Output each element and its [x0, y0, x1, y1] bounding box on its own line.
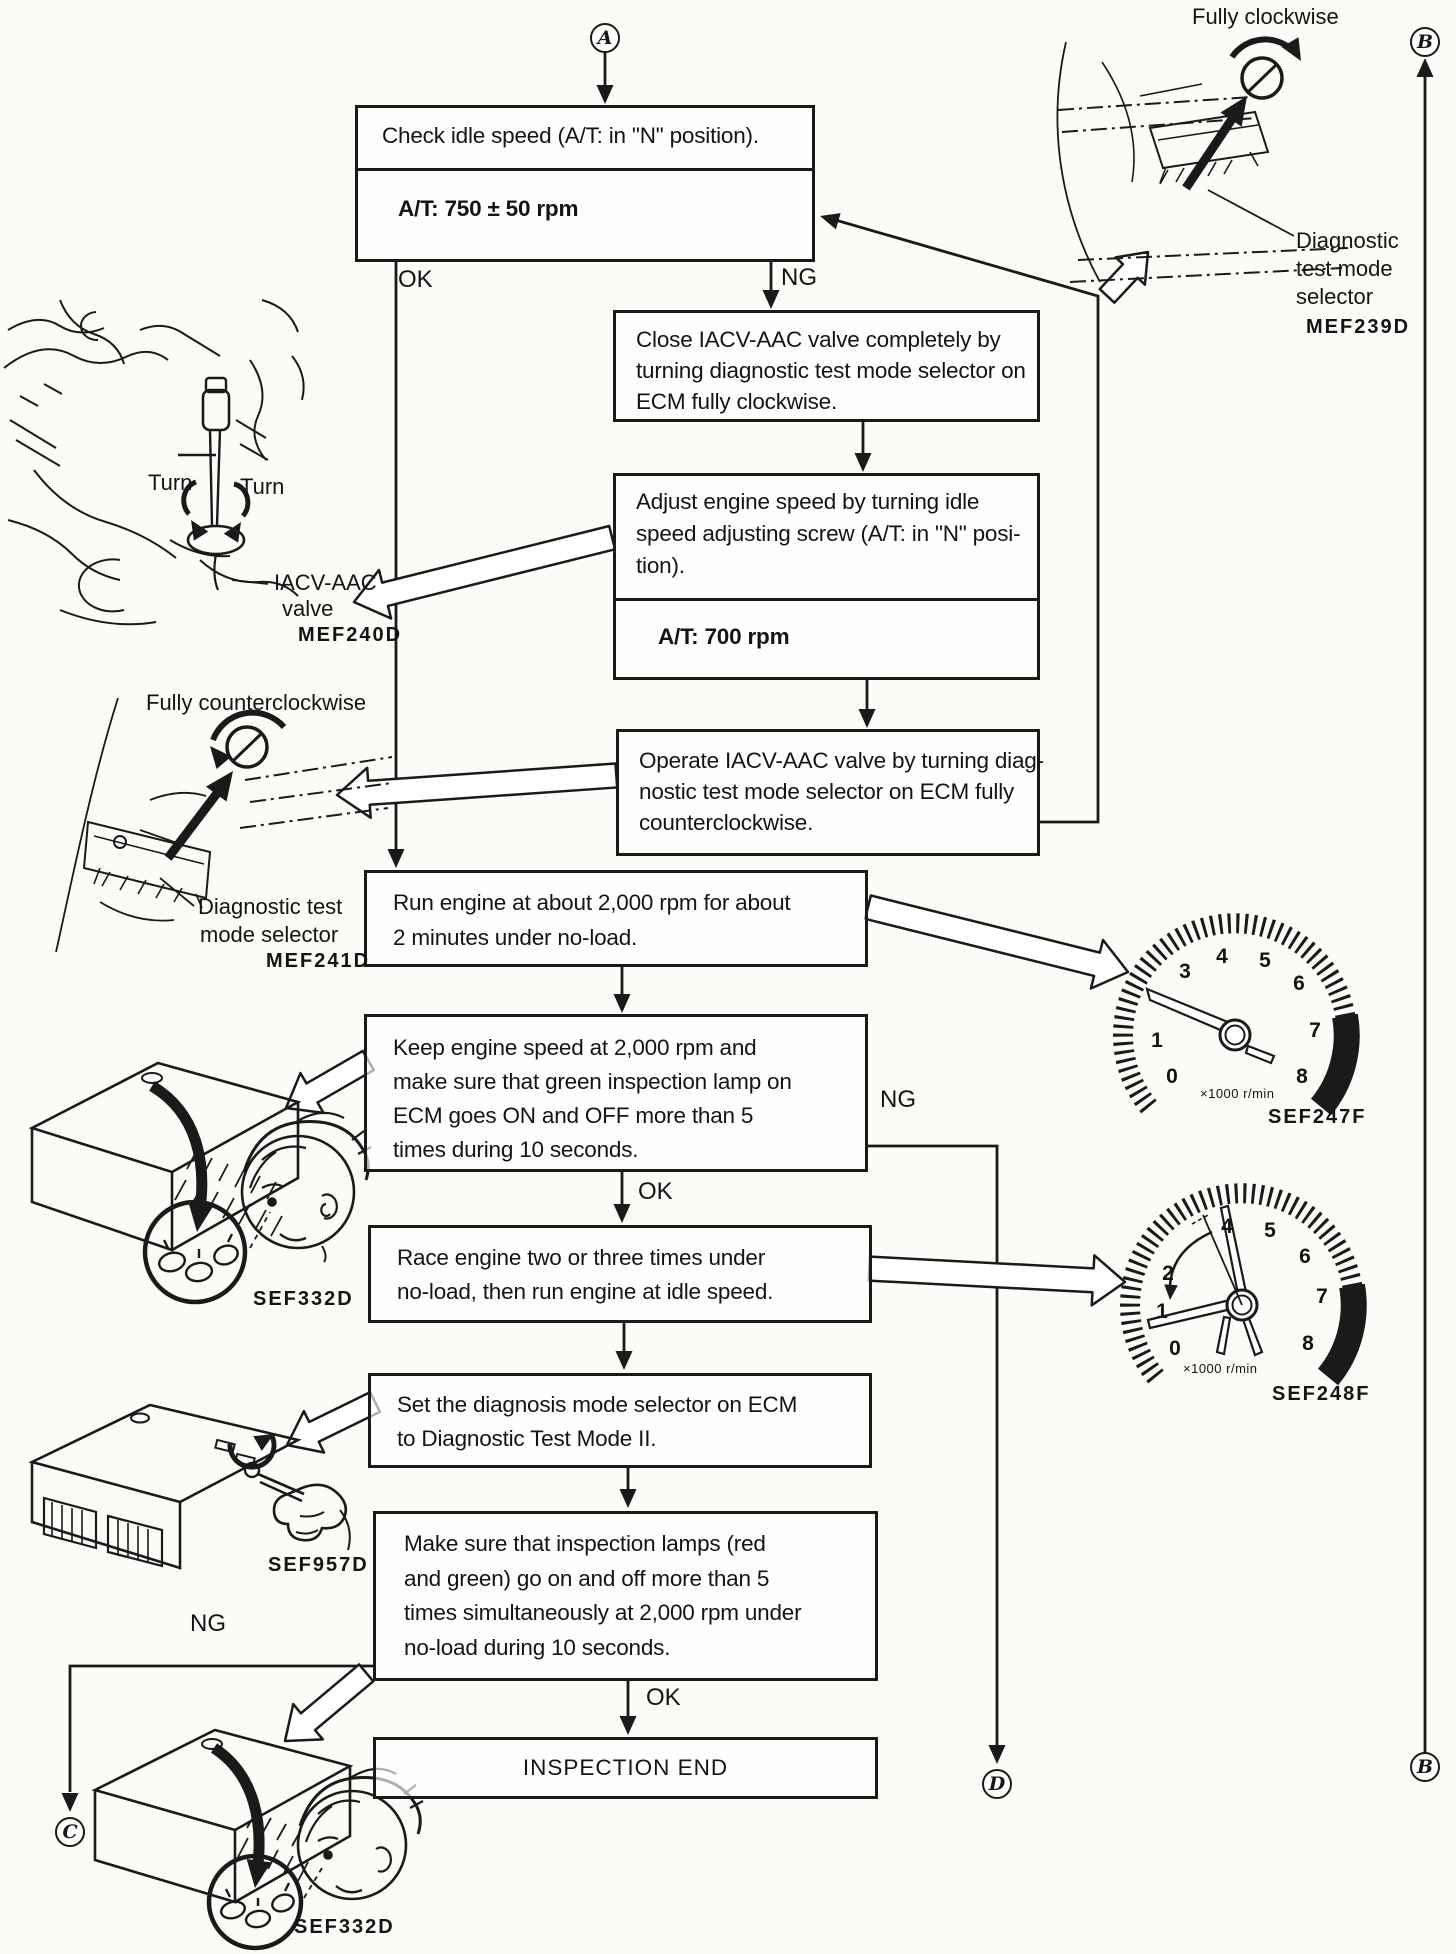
caption-fully-clockwise: Fully clockwise	[1192, 4, 1339, 29]
dial-number: 0	[1166, 1065, 1178, 1088]
box-line: no-load, then run engine at idle speed.	[397, 1279, 774, 1304]
figure-code-mef240d: MEF240D	[298, 624, 403, 646]
box-line: Adjust engine speed by turning idle	[636, 489, 980, 514]
dial-number: 4	[1221, 1215, 1233, 1238]
figure-code-sef248f: SEF248F	[1272, 1383, 1371, 1405]
branch-label-ng: NG	[781, 264, 817, 291]
flow-box-check-inspection-lamps	[373, 1511, 878, 1681]
box-line: to Diagnostic Test Mode II.	[397, 1426, 657, 1451]
box-line: tion).	[636, 553, 685, 578]
dial-number: 7	[1309, 1019, 1321, 1042]
box-line: turning diagnostic test mode selector on	[636, 358, 1026, 383]
connector-d: D	[982, 1769, 1012, 1799]
label-selector: selector	[1296, 284, 1374, 309]
branch-label-ng: NG	[190, 1610, 226, 1637]
label-iacv-aac: IACV-AAC	[274, 570, 377, 595]
box-value: A/T: 750 ± 50 rpm	[398, 196, 579, 221]
label-mode-selector: mode selector	[200, 922, 339, 947]
gauge-unit: ×1000 r/min	[1200, 1086, 1275, 1101]
box-title: INSPECTION END	[522, 1755, 729, 1780]
box-divider	[357, 168, 813, 171]
ecm-unit	[32, 1405, 298, 1502]
open-arrow-to-tach1	[862, 883, 1134, 996]
dial-number: 5	[1259, 949, 1271, 972]
pointer-arrow	[168, 784, 224, 858]
dial-number: 6	[1293, 972, 1305, 995]
box-line: Race engine two or three times under	[397, 1245, 766, 1270]
figure-code-mef241d: MEF241D	[266, 950, 371, 972]
box-line: 2 minutes under no-load.	[393, 925, 638, 950]
box-line: speed adjusting screw (A/T: in "N" posi-	[636, 521, 1021, 546]
leader-line	[1208, 190, 1294, 236]
flow-box-inspection-end	[373, 1737, 878, 1799]
dial-number: 1	[1151, 1029, 1163, 1052]
flow-box-close-iacv-valve	[613, 310, 1040, 422]
box-line: Operate IACV-AAC valve by turning diag-	[639, 748, 1044, 773]
flow-box-check-idle-speed	[355, 105, 815, 262]
figure-code-mef239d: MEF239D	[1306, 316, 1411, 338]
open-arrow-to-engine	[348, 513, 618, 626]
label-turn-right: Turn	[240, 474, 285, 499]
label-turn-left: Turn	[148, 470, 193, 495]
open-arrow-to-ecm-lamp2	[270, 1655, 381, 1758]
figure-code-sef957d: SEF957D	[268, 1554, 369, 1576]
box-line: no-load during 10 seconds.	[404, 1634, 671, 1660]
figure-code-sef247f: SEF247F	[1268, 1106, 1367, 1128]
box-line: Check idle speed (A/T: in "N" position).	[382, 123, 759, 148]
figure-code-sef332d: SEF332D	[253, 1288, 354, 1310]
box-line: ECM goes ON and OFF more than 5	[393, 1103, 754, 1128]
box-line: Keep engine speed at 2,000 rpm and	[393, 1035, 757, 1060]
label-test-mode: test mode	[1296, 256, 1393, 281]
dial-number: 5	[1264, 1219, 1276, 1242]
connector-b-top: B	[1410, 27, 1440, 57]
dial-number: 7	[1316, 1285, 1328, 1308]
box-line: ECM fully clockwise.	[636, 389, 838, 414]
dial-number: 1	[1156, 1300, 1168, 1323]
dial-number: 0	[1169, 1337, 1181, 1360]
box-line: Close IACV-AAC valve completely by	[636, 327, 1001, 352]
box-line: Make sure that inspection lamps (red	[404, 1531, 766, 1556]
flow-box-run-engine	[364, 870, 868, 967]
box-divider	[615, 598, 1038, 601]
box-line: make sure that green inspection lamp on	[393, 1069, 792, 1094]
flow-box-race-engine	[368, 1225, 872, 1323]
dial-number: 8	[1302, 1332, 1314, 1355]
look-arrow	[214, 1748, 259, 1872]
screwdriver-handle	[203, 390, 229, 430]
box-line: Set the diagnosis mode selector on ECM	[397, 1392, 798, 1417]
flow-box-set-diagnostic-mode	[368, 1373, 872, 1468]
dial-number: 4	[1216, 945, 1228, 968]
flow-box-adjust-engine-speed	[613, 473, 1040, 680]
illustration-engine	[4, 300, 304, 624]
ecm-unit	[32, 1063, 298, 1172]
connector-b-bottom: B	[1410, 1752, 1440, 1782]
inspection-lamps	[157, 1234, 240, 1283]
box-line: nostic test mode selector on ECM fully	[639, 779, 1015, 804]
box-value: A/T: 700 rpm	[658, 624, 790, 649]
dial-number: 8	[1296, 1065, 1308, 1088]
branch-label-ok: OK	[638, 1178, 673, 1205]
branch-label-ok: OK	[398, 266, 433, 293]
flow-box-operate-iacv-valve	[616, 729, 1044, 856]
box-line: Run engine at about 2,000 rpm for about	[393, 890, 791, 915]
leader-line	[160, 878, 194, 906]
flow-box-keep-engine-speed	[364, 1014, 868, 1172]
box-line: times during 10 seconds.	[393, 1137, 639, 1162]
dial-number: 3	[1179, 960, 1191, 983]
label-diagnostic-test: Diagnostic test	[198, 894, 343, 919]
branch-label-ng: NG	[880, 1086, 916, 1113]
branch-label-ok: OK	[646, 1684, 681, 1711]
dial-number: 2	[1162, 1262, 1174, 1285]
connector-a: A	[590, 23, 620, 53]
box-line: times simultaneously at 2,000 rpm under	[404, 1600, 802, 1625]
box-line: and green) go on and off more than 5	[404, 1565, 770, 1591]
dial-number: 6	[1299, 1245, 1311, 1268]
label-valve: valve	[282, 596, 334, 621]
label-diagnostic: Diagnostic	[1296, 228, 1399, 253]
box-line: counterclockwise.	[639, 810, 814, 835]
open-arrow-to-cw-illus	[1092, 238, 1162, 309]
figure-code-sef332d-2: SEF332D	[294, 1916, 395, 1938]
face	[242, 1113, 371, 1262]
caption-fully-counterclockwise: Fully counterclockwise	[146, 690, 367, 715]
gauge-unit: ×1000 r/min	[1183, 1361, 1258, 1376]
connector-c: C	[55, 1817, 85, 1847]
